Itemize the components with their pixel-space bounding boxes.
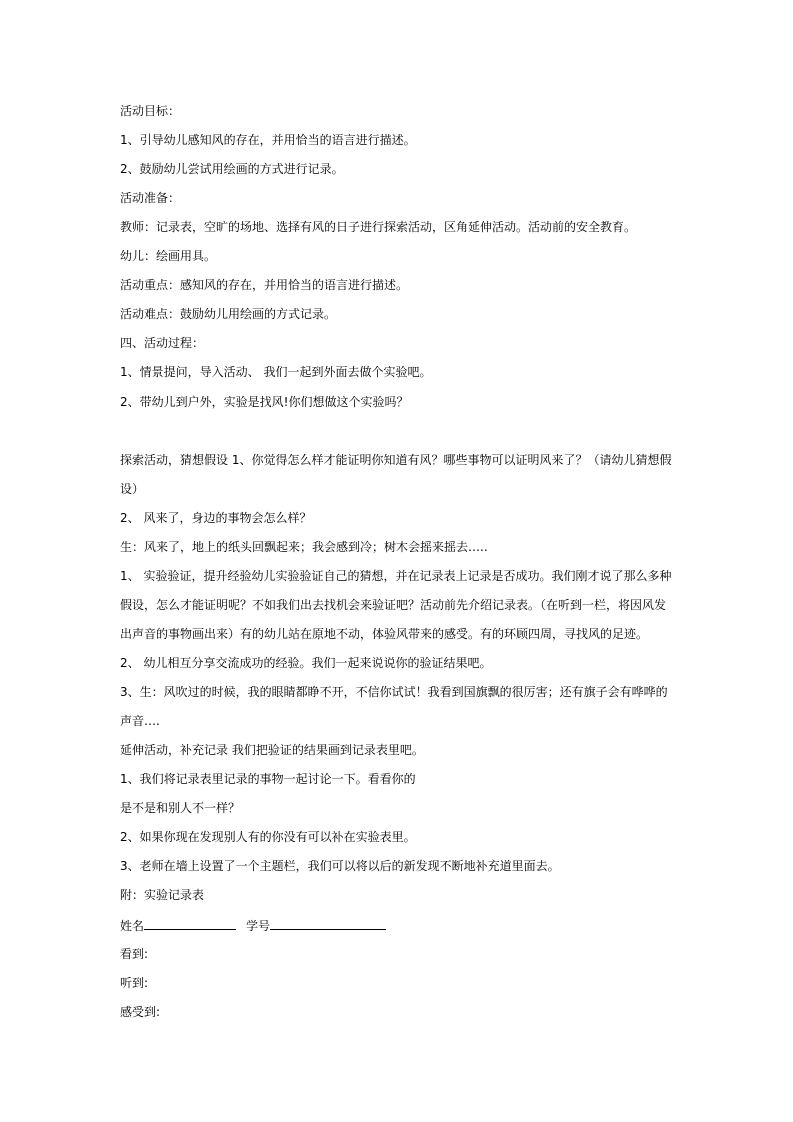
- paragraph-line: 出声音的事物画出来）有的幼儿站在原地不动，体验风带来的感受。有的环顾四周，寻找风的足迹。: [120, 627, 649, 641]
- paragraph-line: 声音….: [120, 714, 160, 728]
- paragraph-line: 2、 风来了，身边的事物会怎么样？: [120, 511, 312, 525]
- paragraph-line: 1、情景提问，导入活动、 我们一起到外面去做个实验吧。: [120, 365, 432, 379]
- paragraph-line: 3、老师在墙上设置了一个主题栏，我们可以将以后的新发现不断地补充道里面去。: [120, 859, 560, 873]
- name-label: 姓名: [120, 919, 145, 933]
- paragraph-line: 是不是和别人不一样？: [120, 801, 241, 815]
- student-id-label: 学号: [246, 919, 271, 933]
- paragraph-line: 生：风来了，地上的纸头回飘起来；我会感到冷；树木会摇来摇去…..: [120, 540, 488, 554]
- record-form-header: [120, 917, 386, 934]
- paragraph-line: 2、 幼儿相互分享交流成功的经验。我们一起来说说你的验证结果吧。: [120, 656, 492, 670]
- section-heading-extension: 延伸活动，补充记录 我们把验证的结果画到记录表里吧。: [120, 743, 424, 757]
- paragraph-line: 1、引导幼儿感知风的存在，并用恰当的语言进行描述。: [120, 133, 416, 147]
- student-id-blank: [270, 917, 386, 930]
- paragraph-line: 探索活动，猜想假设 1、你觉得怎么样才能证明你知道有风？哪些事物可以证明风来了？（请幼儿猜想假: [120, 453, 672, 467]
- appendix-heading: 附：实验记录表: [120, 888, 205, 902]
- paragraph-line: 2、如果你现在发现别人有的你没有可以补在实验表里。: [120, 830, 416, 844]
- paragraph-line: 2、带幼儿到户外，实验是找风!你们想做这个实验吗？: [120, 395, 409, 409]
- paragraph-line: 1、我们将记录表里记录的事物一起讨论一下。看看你的: [120, 772, 416, 786]
- feel-field-label: 感受到:: [120, 1005, 161, 1019]
- see-field-label: 看到:: [120, 947, 149, 961]
- name-blank: [144, 917, 236, 930]
- paragraph-line: 活动重点：感知风的存在，并用恰当的语言进行描述。: [120, 278, 409, 292]
- paragraph-line: 活动难点：鼓励幼儿用绘画的方式记录。: [120, 307, 337, 321]
- section-heading-process: 四、活动过程：: [120, 336, 205, 350]
- paragraph-line: 1、 实验验证，提升经验幼儿实验验证自己的猜想，并在记录表上记录是否成功。我们刚才说了那么多种: [120, 569, 672, 583]
- section-heading-preparation: 活动准备：: [120, 191, 181, 205]
- paragraph-line: 假设，怎么才能证明呢？不如我们出去找机会来验证吧？活动前先介绍记录表。（在听到一栏，将因风发: [120, 598, 667, 612]
- paragraph-line: 幼儿：绘画用具。: [120, 249, 217, 263]
- section-heading-goals: 活动目标：: [120, 104, 181, 118]
- hear-field-label: 听到:: [120, 976, 149, 990]
- paragraph-line: 3、生：风吹过的时候，我的眼睛都睁不开，不信你试试！我看到国旗飘的很厉害；还有旗子会有哗哗的: [120, 685, 668, 699]
- paragraph-line: 教师：记录表，空旷的场地、选择有风的日子进行探索活动，区角延伸活动。活动前的安全教育。: [120, 220, 637, 234]
- paragraph-line: 设）: [120, 482, 145, 496]
- paragraph-line: 2、鼓励幼儿尝试用绘画的方式进行记录。: [120, 162, 344, 176]
